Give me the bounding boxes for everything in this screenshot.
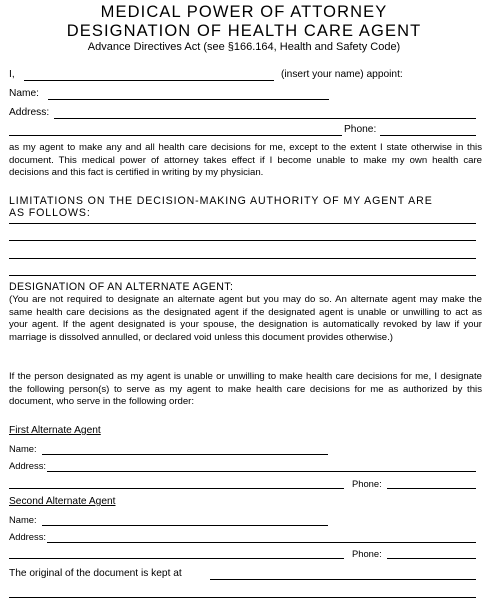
second-alternate-address-field-2[interactable] [9, 558, 344, 559]
first-alternate-address-field-2[interactable] [9, 488, 344, 489]
first-alternate-address-field[interactable] [47, 471, 476, 472]
agent-name-field[interactable] [48, 99, 329, 100]
second-alternate-heading: Second Alternate Agent [9, 496, 116, 507]
document-title-line-1: MEDICAL POWER OF ATTORNEY [100, 3, 388, 21]
first-alternate-name-label: Name: [9, 443, 37, 454]
second-alternate-address-label: Address: [9, 531, 46, 542]
alternate-note-paragraph: (You are not required to designate an alternate agent but you may do so. An alternate agent may make the same health care decisions as the designated agent if the designated agent is unable or unwilling to act as your agent. If the agent designated is your spouse, the designation is automatically revoked by law if your marriage is dissolved annulled, or declared void unless this document provides otherwise.) [9, 294, 482, 343]
first-alternate-name-field[interactable] [42, 454, 328, 455]
agent-address-field-2[interactable] [9, 135, 342, 136]
second-alternate-phone-field[interactable] [387, 558, 476, 559]
first-alternate-phone-label: Phone: [352, 478, 382, 489]
agent-authority-paragraph: as my agent to make any and all health care decisions for me, except to the extent I state otherwise in this document. This medical power of attorney takes effect if I become unable to make my own health care decisions and this fact is certified in writing by my physician. [9, 142, 482, 179]
original-kept-field[interactable] [210, 579, 476, 580]
document-title-line-2: DESIGNATION OF HEALTH CARE AGENT [66, 22, 422, 40]
second-alternate-name-label: Name: [9, 514, 37, 525]
first-alternate-heading: First Alternate Agent [9, 425, 101, 436]
limitations-line-1[interactable] [9, 223, 476, 224]
agent-phone-field[interactable] [380, 135, 476, 136]
original-kept-label: The original of the document is kept at [9, 568, 182, 579]
agent-name-label: Name: [9, 88, 40, 99]
agent-address-field[interactable] [54, 118, 476, 119]
second-alternate-phone-label: Phone: [352, 548, 382, 559]
limitations-line-3[interactable] [9, 258, 476, 259]
second-alternate-name-field[interactable] [42, 525, 328, 526]
second-alternate-address-field[interactable] [47, 542, 476, 543]
agent-address-label: Address: [9, 107, 50, 118]
alternate-heading: DESIGNATION OF AN ALTERNATE AGENT: [9, 281, 234, 293]
original-kept-field-2[interactable] [9, 597, 476, 598]
document-subtitle: Advance Directives Act (see §166.164, Health and Safety Code) [87, 41, 401, 53]
insert-name-label: (insert your name) appoint: [281, 69, 403, 80]
principal-name-field[interactable] [24, 80, 274, 81]
limitations-heading-line-2: AS FOLLOWS: [9, 207, 91, 219]
first-alternate-address-label: Address: [9, 460, 46, 471]
agent-phone-label: Phone: [344, 124, 377, 135]
alternate-instruction-paragraph: If the person designated as my agent is unable or unwilling to make health care decisions for me, I designate the following person(s) to serve as my agent to make health care decisions for me as authorized by this document, who serve in the following order: [9, 371, 482, 408]
limitations-heading-line-1: LIMITATIONS ON THE DECISION-MAKING AUTHORITY OF MY AGENT ARE [9, 195, 433, 207]
i-label: I, [9, 69, 15, 80]
first-alternate-phone-field[interactable] [387, 488, 476, 489]
limitations-line-4[interactable] [9, 275, 476, 276]
limitations-line-2[interactable] [9, 240, 476, 241]
